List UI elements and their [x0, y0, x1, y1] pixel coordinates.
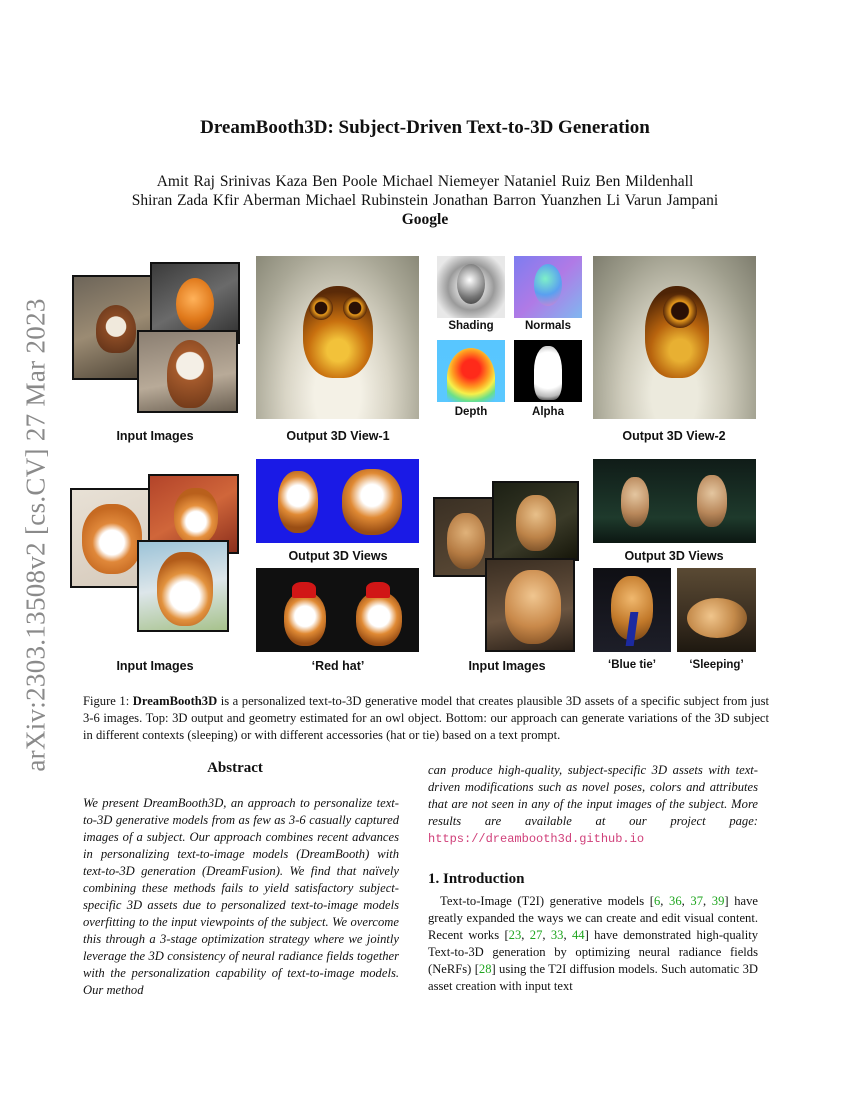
caption-label: Figure 1:	[83, 694, 130, 708]
label-shading: Shading	[448, 320, 494, 332]
owl-alpha-map	[514, 340, 582, 402]
label-output-views-dog: Output 3D Views	[288, 549, 388, 563]
label-sleeping: ‘Sleeping’	[689, 659, 744, 671]
cat-output-views	[593, 459, 756, 543]
label-output-view-2: Output 3D View-2	[622, 429, 726, 443]
label-red-hat: ‘Red hat’	[311, 659, 365, 673]
label-normals: Normals	[524, 320, 572, 332]
caption-name: DreamBooth3D	[132, 694, 218, 708]
citation-link[interactable]: 6	[653, 894, 661, 908]
cat-input-image-3	[485, 558, 575, 652]
label-depth: Depth	[454, 406, 488, 418]
label-output-views-cat: Output 3D Views	[624, 549, 724, 563]
introduction-paragraph: Text-to-Image (T2I) generative models [6, 36, 37, 39] have greatly expanded the ways we can create and edit visual content. Recent works [23, 27, 33, 44] have demonstrated high-quality Text-to-3D generation by optimizing neural radiance fields (NeRFs) [28] using the T2I diffusion models. Such automatic 3D asset creation with input text	[428, 894, 759, 993]
project-page-link[interactable]: https://dreambooth3d.github.io	[428, 832, 645, 846]
citation-link[interactable]: 23	[508, 928, 522, 942]
owl-depth-map	[437, 340, 505, 402]
dog-input-image-3	[137, 540, 229, 632]
citation-link[interactable]: 36	[669, 894, 682, 908]
owl-output-view-2	[593, 256, 756, 419]
arxiv-sidebar-stamp	[16, 290, 56, 780]
citation-link[interactable]: 39	[711, 894, 725, 908]
cat-sleeping-view	[677, 568, 756, 652]
dog-red-hat-views	[256, 568, 419, 652]
owl-input-image-3	[137, 330, 238, 413]
abstract-continued-text: can produce high-quality, subject-specific 3D assets with text-driven modifications such as novel poses, colors and attributes that are not seen in any of the input images of the subject. More results are available at our project page:	[428, 763, 758, 828]
label-input-images-cat: Input Images	[468, 659, 546, 673]
paper-title: DreamBooth3D: Subject-Driven Text-to-3D Generation	[200, 117, 650, 138]
introduction-heading: 1. Introduction	[428, 871, 525, 887]
abstract-body: We present DreamBooth3D, an approach to personalize text-to-3D generative models from as few as 3-6 casually captured images of a subject. Our approach combines recent advances in personalizing text-to-image models (DreamBooth) with text-to-3D generation (DreamFusion). We find that naïvely combining these methods fails to yield satisfactory subject-specific 3D assets due to personalized text-to-image models overfitting to the input viewpoints of the subject. We overcome this through a 3-stage optimization strategy where we jointly leverage the 3D consistency of neural radiance fields together with the personalization capability of text-to-image models. Our method	[83, 796, 399, 997]
authors-line-2: Shiran Zada Kfir Aberman Michael Rubinstein Jonathan Barron Yuanzhen Li Varun Jampani	[131, 192, 719, 209]
intro-text-d: ] using the T2I diffusion models. Such automatic 3D asset creation with input text	[428, 962, 758, 993]
abstract-heading: Abstract	[207, 760, 263, 776]
intro-text-c: ] have demonstrated high-quality Text-to-3D generation by optimizing neural radiance fields (NeRFs) [	[428, 928, 759, 976]
label-output-view-1: Output 3D View-1	[286, 429, 390, 443]
affiliation: Google	[401, 211, 449, 228]
citation-link[interactable]: 37	[690, 894, 704, 908]
intro-text-a: Text-to-Image (T2I) generative models [	[440, 894, 654, 908]
arxiv-id: arXiv:2303.13508v2 [cs.CV] 27 Mar 2023	[20, 298, 51, 772]
label-alpha: Alpha	[532, 406, 564, 418]
figure-caption	[83, 693, 769, 744]
caption-text: is a personalized text-to-3D generative model that creates plausible 3D assets of a specific subject from just 3-6 images. Top: 3D output and geometry estimated for an owl object. Bottom: our approach can generate variations of the 3D subject in different contexts (sleeping) or with different accessories (hat or tie) based on a text prompt.	[83, 694, 769, 742]
owl-shading-map	[437, 256, 505, 318]
citation-link[interactable]: 27	[529, 928, 543, 942]
label-input-images-dog: Input Images	[116, 659, 194, 673]
label-blue-tie: ‘Blue tie’	[608, 659, 656, 671]
label-input-images-owl: Input Images	[116, 429, 194, 443]
abstract-continued	[428, 762, 758, 848]
authors-line-1: Amit Raj Srinivas Kaza Ben Poole Michael Niemeyer Nataniel Ruiz Ben Mildenhall	[156, 173, 694, 190]
cat-blue-tie-view	[593, 568, 671, 652]
cat-input-image-2	[492, 481, 579, 561]
owl-output-view-1	[256, 256, 419, 419]
citation-link[interactable]: 28	[478, 962, 492, 976]
dog-output-views	[256, 459, 419, 543]
owl-normals-map	[514, 256, 582, 318]
citation-link[interactable]: 33	[550, 928, 564, 942]
intro-text-b: ] have greatly expanded the ways we can create and edit visual content. Recent works [	[428, 894, 758, 942]
citation-link[interactable]: 44	[571, 928, 585, 942]
